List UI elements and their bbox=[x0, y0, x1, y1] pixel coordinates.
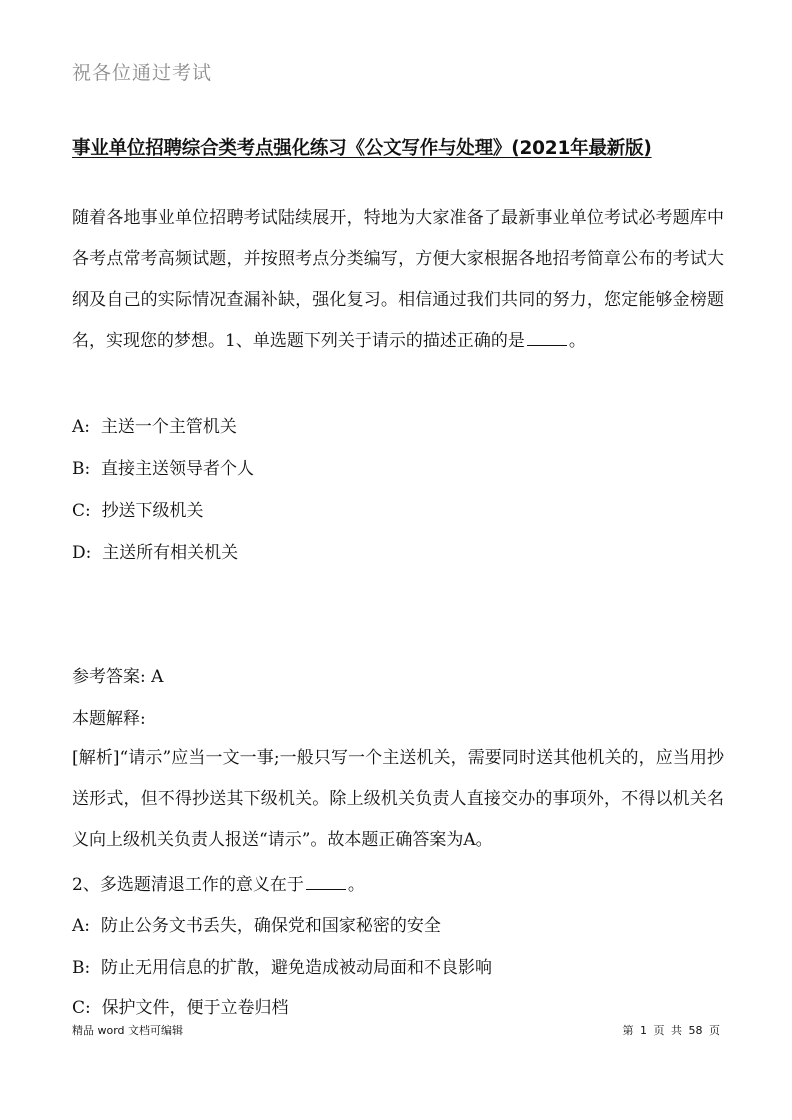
header-note: 祝各位通过考试 bbox=[72, 62, 213, 84]
intro-paragraph bbox=[72, 198, 724, 362]
q1-option-a bbox=[72, 412, 237, 437]
option-text: 主送所有相关机关 bbox=[102, 543, 239, 563]
option-text: 直接主送领导者个人 bbox=[101, 459, 255, 479]
footer-page-number: 第 1 页 共 58 页 bbox=[622, 1024, 720, 1037]
intro-end: 。 bbox=[568, 331, 586, 351]
q2-stem bbox=[72, 870, 365, 895]
q2-stem-end: 。 bbox=[347, 875, 365, 895]
option-text: 防止无用信息的扩散，避免造成被动局面和不良影响 bbox=[101, 958, 493, 978]
q1-option-b bbox=[72, 454, 254, 479]
answer-blank bbox=[527, 331, 567, 346]
option-text: 抄送下级机关 bbox=[101, 501, 204, 521]
option-letter: B: bbox=[72, 958, 91, 978]
option-letter: A: bbox=[72, 916, 91, 936]
option-text: 主送一个主管机关 bbox=[100, 417, 237, 437]
footer-left: 精品 word 文档可编辑 bbox=[72, 1024, 184, 1037]
option-letter: C: bbox=[72, 998, 91, 1018]
option-letter: C: bbox=[72, 501, 91, 521]
option-letter: A: bbox=[72, 417, 91, 437]
q1-option-c bbox=[72, 496, 204, 521]
q2-stem-text: 2、多选题清退工作的意义在于 bbox=[72, 875, 304, 895]
option-letter: B: bbox=[72, 459, 91, 479]
option-text: 防止公务文书丢失，确保党和国家秘密的安全 bbox=[100, 916, 441, 936]
option-letter: D: bbox=[72, 543, 92, 563]
option-text: 保护文件，便于立卷归档 bbox=[101, 998, 289, 1018]
q1-explanation: [解析]“请示”应当一文一事;一般只写一个主送机关，需要同时送其他机关的，应当用抄送形式，但不得抄送其下级机关。除上级机关负责人直接交办的事项外，不得以机关名义向上级机关负责人报送“请示”。故本题正确答案为A。 bbox=[72, 748, 724, 850]
document-title: 事业单位招聘综合类考点强化练习《公文写作与处理》(2021年最新版) bbox=[72, 138, 652, 159]
answer-blank bbox=[306, 875, 346, 890]
q2-option-b bbox=[72, 953, 492, 978]
q1-answer: 参考答案: A bbox=[72, 667, 164, 687]
intro-text: 随着各地事业单位招聘考试陆续展开，特地为大家准备了最新事业单位考试必考题库中各考点常考高频试题，并按照考点分类编写，方便大家根据各地招考简章公布的考试大纲及自己的实际情况查漏补缺，强化复习。相信通过我们共同的努力，您定能够金榜题名，实现您的梦想。1、单选题下列关于请示的描述正确的是 bbox=[72, 208, 724, 351]
q2-option-a bbox=[72, 911, 441, 936]
q1-explain-label: 本题解释: bbox=[72, 709, 146, 729]
q2-option-c bbox=[72, 993, 289, 1018]
q1-option-d bbox=[72, 538, 238, 563]
